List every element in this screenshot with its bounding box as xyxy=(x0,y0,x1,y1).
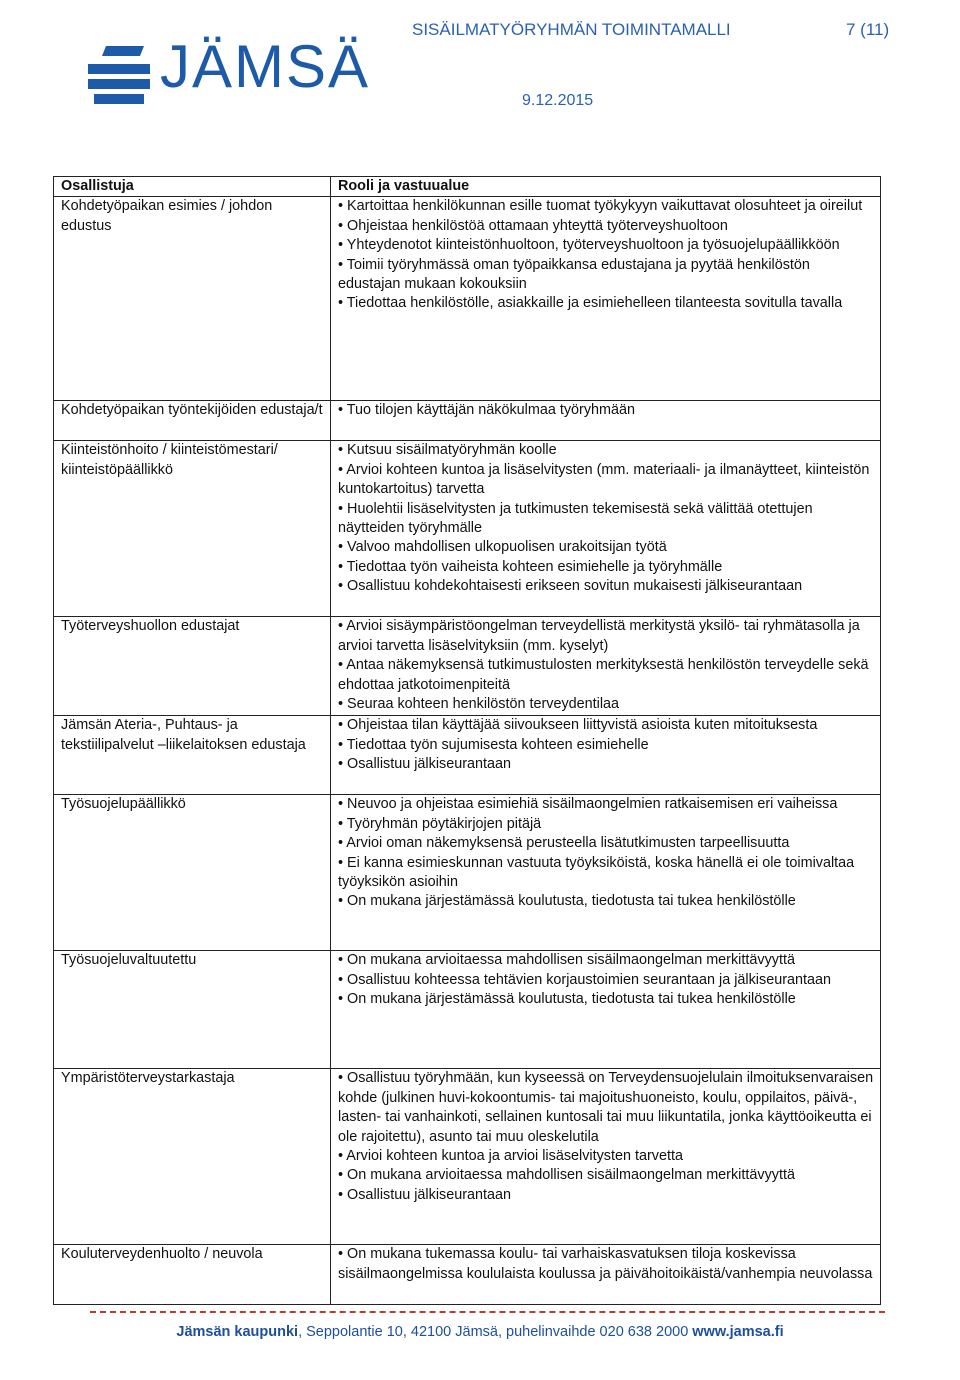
participant-label: Työsuojeluvaltuutettu xyxy=(61,952,197,969)
city-logo xyxy=(88,33,371,108)
participant-cell xyxy=(54,795,331,951)
table-row xyxy=(54,617,881,716)
role-bullet-item: • Työryhmän pöytäkirjojen pitäjä xyxy=(338,815,874,834)
page-number: 7 (11) xyxy=(846,20,890,39)
role-bullet-item: • On mukana järjestämässä koulutusta, tiedotusta tai tukea henkilöstölle xyxy=(338,892,874,911)
participant-label: Kohdetyöpaikan työntekijöiden edustaja/t xyxy=(61,402,323,419)
participant-cell xyxy=(54,951,331,1069)
role-cell xyxy=(331,197,881,401)
role-bullet-item: • On mukana arvioitaessa mahdollisen sisäilmaongelman merkittävyyttä xyxy=(338,1166,874,1185)
table-row xyxy=(54,401,881,441)
column-header-participant: Osallistuja xyxy=(54,177,331,197)
role-cell xyxy=(331,441,881,617)
role-bullet-item: • Osallistuu kohteessa tehtävien korjaustoimien seurantaan ja jälkiseurantaan xyxy=(338,971,874,990)
role-bullet-item: • Arvioi kohteen kuntoa ja arvioi lisäselvitysten tarvetta xyxy=(338,1147,874,1166)
role-bullet-item: • On mukana järjestämässä koulutusta, tiedotusta tai tukea henkilöstölle xyxy=(338,990,874,1009)
role-bullet-item: • Arvioi kohteen kuntoa ja lisäselvitysten (mm. materiaali- ja ilmanäytteet, kiinteistön kuntokartoitus) tarvetta xyxy=(338,461,874,500)
table-body xyxy=(54,197,881,1305)
table-row xyxy=(54,1245,881,1305)
role-bullet-item: • On mukana tukemassa koulu- tai varhaiskasvatuksen tiloja koskevissa sisäilmaongelmissa koululaista koulussa ja päivähoitoikäistä/vanhempia neuvolassa xyxy=(338,1245,874,1284)
role-bullet-item: • On mukana arvioitaessa mahdollisen sisäilmaongelman merkittävyyttä xyxy=(338,951,874,970)
document-date: 9.12.2015 xyxy=(522,92,594,109)
participant-cell xyxy=(54,716,331,795)
role-bullet-item: • Osallistuu kohdekohtaisesti erikseen sovitun mukaisesti jälkiseurantaan xyxy=(338,577,874,596)
role-bullet-item: • Tiedottaa työn sujumisesta kohteen esimiehelle xyxy=(338,736,874,755)
footer-divider xyxy=(90,1311,885,1313)
role-bullet-item: • Antaa näkemyksensä tutkimustulosten merkityksestä henkilöstön terveydelle sekä ehdottaa jatkotoimenpiteitä xyxy=(338,656,874,695)
footer-org: Jämsän kaupunki xyxy=(176,1324,299,1340)
footer-website: www.jamsa.fi xyxy=(692,1324,784,1340)
role-cell xyxy=(331,1245,881,1305)
role-bullet-item: • Ohjeistaa henkilöstöä ottamaan yhteyttä työterveyshuoltoon xyxy=(338,217,874,236)
role-bullet-item: • Arvioi oman näkemyksensä perusteella lisätutkimusten tarpeellisuutta xyxy=(338,834,874,853)
table-row xyxy=(54,1069,881,1245)
participant-label: Työsuojelupäällikkö xyxy=(61,796,186,813)
role-bullet-item: • Tiedottaa työn vaiheista kohteen esimiehelle ja työryhmälle xyxy=(338,558,874,577)
participant-cell xyxy=(54,401,331,441)
participant-label: Ympäristöterveystarkastaja xyxy=(61,1070,235,1087)
table-header-row xyxy=(54,177,881,197)
table-row xyxy=(54,441,881,617)
participant-label: Työterveyshuollon edustajat xyxy=(61,618,240,635)
participant-label: Kiinteistönhoito / kiinteistömestari/ kiinteistöpäällikkö xyxy=(61,442,278,478)
footer-address: , Seppolantie 10, 42100 Jämsä, puhelinvaihde 020 638 2000 xyxy=(298,1324,693,1340)
role-bullet-item: • Osallistuu jälkiseurantaan xyxy=(338,755,874,774)
participant-cell xyxy=(54,1069,331,1245)
role-bullet-item: • Arvioi sisäympäristöongelman terveydellistä merkitystä yksilö- tai ryhmätasolla ja arvioi tarvetta lisäselvityksiin (mm. kyselyt) xyxy=(338,617,874,656)
participant-label: Kouluterveydenhuolto / neuvola xyxy=(61,1246,263,1263)
table-row xyxy=(54,716,881,795)
role-bullet-item: • Tuo tilojen käyttäjän näkökulmaa työryhmään xyxy=(338,401,874,420)
roles-table xyxy=(53,176,881,1305)
participant-cell xyxy=(54,1245,331,1305)
role-bullet-item: • Toimii työryhmässä oman työpaikkansa edustajana ja pyytää henkilöstön edustajan mukaan kokouksiin xyxy=(338,256,874,295)
role-bullet-item: • Huolehtii lisäselvitysten ja tutkimusten tekemisestä sekä välittää otettujen näytteiden työryhmälle xyxy=(338,500,874,539)
role-bullet-item: • Kartoittaa henkilökunnan esille tuomat työkykyyn vaikuttavat olosuhteet ja oireilut xyxy=(338,197,874,216)
role-bullet-item: • Tiedottaa henkilöstölle, asiakkaille ja esimiehelleen tilanteesta sovitulla tavalla xyxy=(338,294,874,313)
table-row xyxy=(54,795,881,951)
footer xyxy=(0,1324,960,1340)
role-cell xyxy=(331,617,881,716)
participant-label: Jämsän Ateria-, Puhtaus- ja tekstiilipalvelut –liikelaitoksen edustaja xyxy=(61,717,306,753)
table-row xyxy=(54,951,881,1069)
role-bullet-item: • Kutsuu sisäilmatyöryhmän koolle xyxy=(338,441,874,460)
role-cell xyxy=(331,401,881,441)
role-bullet-item: • Valvoo mahdollisen ulkopuolisen urakoitsijan työtä xyxy=(338,538,874,557)
role-bullet-item: • Neuvoo ja ohjeistaa esimiehiä sisäilmaongelmien ratkaisemisen eri vaiheissa xyxy=(338,795,874,814)
column-header-role: Rooli ja vastuualue xyxy=(331,177,881,197)
logo-text: JÄMSÄ xyxy=(160,33,371,100)
role-cell xyxy=(331,795,881,951)
participant-label: Kohdetyöpaikan esimies / johdon edustus xyxy=(61,198,273,234)
document-title: SISÄILMATYÖRYHMÄN TOIMINTAMALLI xyxy=(412,20,731,39)
role-cell xyxy=(331,1069,881,1245)
participant-cell xyxy=(54,617,331,716)
jamsa-logo-mark-icon xyxy=(88,42,158,104)
role-bullet-item: • Ohjeistaa tilan käyttäjää siivoukseen liittyvistä asioista kuten mitoituksesta xyxy=(338,716,874,735)
role-bullet-item: • Osallistuu työryhmään, kun kyseessä on Terveydensuojelulain ilmoituksenvaraisen kohde (julkinen huvi-kokoontumis- tai majoitushuoneisto, koulu, oppilaitos, päivä-, lasten- tai vanhainkoti, sellainen kuntosali tai muu liikuntatila, jonka käyttöoikeutta ei ole rajoitettu), asunto tai muu oleskelutila xyxy=(338,1069,874,1147)
table-row xyxy=(54,197,881,401)
participant-cell xyxy=(54,197,331,401)
role-bullet-item: • Osallistuu jälkiseurantaan xyxy=(338,1186,874,1205)
participant-cell xyxy=(54,441,331,617)
role-bullet-item: • Yhteydenotot kiinteistönhuoltoon, työterveyshuoltoon ja työsuojelupäällikköön xyxy=(338,236,874,255)
role-bullet-item: • Ei kanna esimieskunnan vastuuta työyksiköistä, koska hänellä ei ole toimivaltaa työyksikön asioihin xyxy=(338,854,874,893)
role-bullet-item: • Seuraa kohteen henkilöstön terveydentilaa xyxy=(338,695,874,714)
role-cell xyxy=(331,716,881,795)
role-cell xyxy=(331,951,881,1069)
